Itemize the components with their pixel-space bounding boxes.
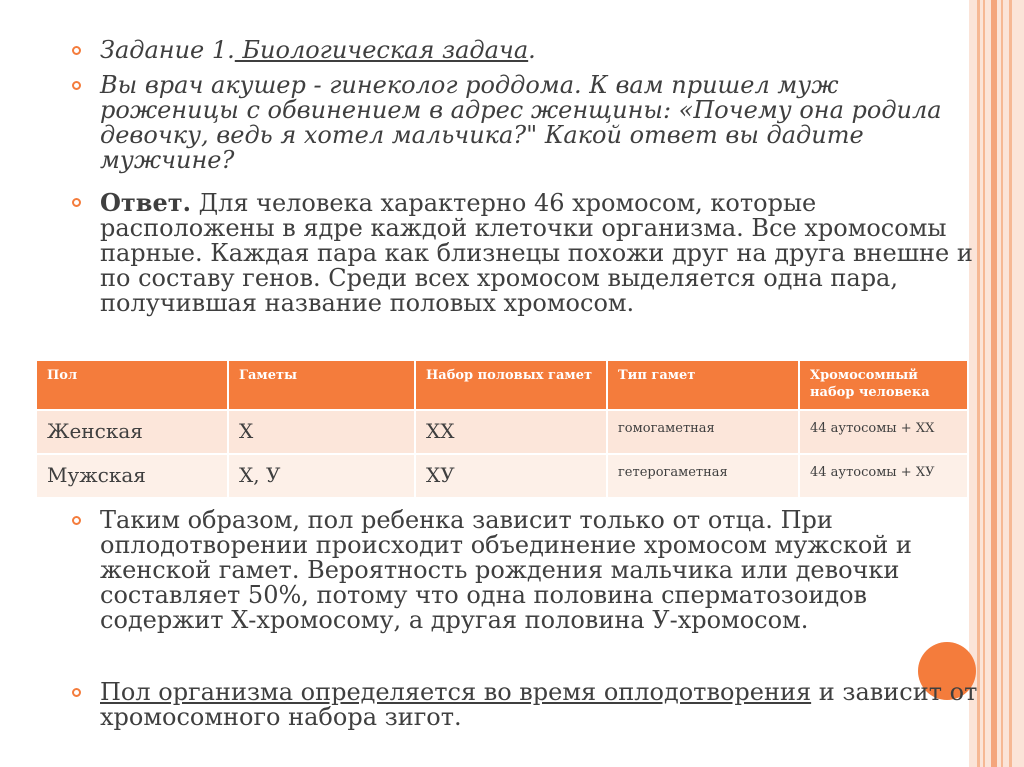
conclusion-text: Таким образом, пол ребенка зависит только от отца. При оплодотворении происходит объединение хромосом мужской и женской гамет. Вероятность рождения мальчика или девочки составляет 50%, потому что одна половина сперматозоидов содержит Х-хромосому, а другая половина У-хромосом. bbox=[100, 506, 912, 634]
table-cell: 44 аутосомы + ХУ bbox=[799, 454, 968, 497]
final-underlined: Пол организма определяется во время оплодотворения bbox=[100, 678, 812, 706]
bullet-icon bbox=[72, 516, 81, 525]
stripe bbox=[977, 0, 980, 767]
table-header-row bbox=[37, 361, 968, 410]
answer-block bbox=[70, 190, 980, 316]
bullet-icon bbox=[72, 198, 81, 207]
stripe bbox=[1001, 0, 1003, 767]
table-cell: ХХ bbox=[415, 410, 607, 454]
task-title: Биологическая задача bbox=[234, 36, 529, 64]
answer-text: Для человека характерно 46 хромосом, которые расположены в ядре каждой клеточки организма. Все хромосомы парные. Каждая пара как близнецы похожи друг на друга внешне и по составу генов. Среди всех хромосом выделяется одна пара, получившая название половых хромосом. bbox=[100, 189, 973, 317]
stripe bbox=[991, 0, 997, 767]
bullet-icon bbox=[72, 688, 81, 697]
table-cell: ХУ bbox=[415, 454, 607, 497]
conclusion-block bbox=[70, 508, 980, 633]
table-cell: 44 аутосомы + ХХ bbox=[799, 410, 968, 454]
table-cell: Женская bbox=[37, 410, 228, 454]
table-cell: Мужская bbox=[37, 454, 228, 497]
task-heading bbox=[70, 38, 536, 63]
table-cell: Х, У bbox=[228, 454, 415, 497]
table-cell: гетерогаметная bbox=[607, 454, 799, 497]
stripe bbox=[983, 0, 985, 767]
table-row bbox=[37, 454, 968, 497]
stripe bbox=[1009, 0, 1012, 767]
table-header: Тип гамет bbox=[607, 361, 799, 410]
final-statement-block bbox=[70, 680, 980, 730]
problem-text: Вы врач акушер - гинеколог роддома. К вам пришел муж роженицы с обвинением в адрес женщины: «Почему она родила девочку, ведь я хотел мальчика?" Какой ответ вы дадите мужчине? bbox=[100, 71, 942, 174]
answer-label: Ответ. bbox=[100, 188, 191, 217]
table-header: Хромосомный набор человека bbox=[799, 361, 968, 410]
bullet-icon bbox=[72, 46, 81, 55]
table-cell: Х bbox=[228, 410, 415, 454]
table-header: Гаметы bbox=[228, 361, 415, 410]
task-suffix: . bbox=[528, 36, 536, 64]
task-prefix: Задание 1. bbox=[100, 36, 235, 64]
table-header: Пол bbox=[37, 361, 228, 410]
chromosome-table bbox=[37, 361, 969, 497]
table-row bbox=[37, 410, 968, 454]
problem-text-block bbox=[70, 73, 950, 173]
bullet-icon bbox=[72, 81, 81, 90]
table-header: Набор половых гамет bbox=[415, 361, 607, 410]
table-cell: гомогаметная bbox=[607, 410, 799, 454]
final-rest: и зависит от хромосомного набора зигот. bbox=[100, 678, 978, 731]
decorative-stripes bbox=[969, 0, 1024, 767]
